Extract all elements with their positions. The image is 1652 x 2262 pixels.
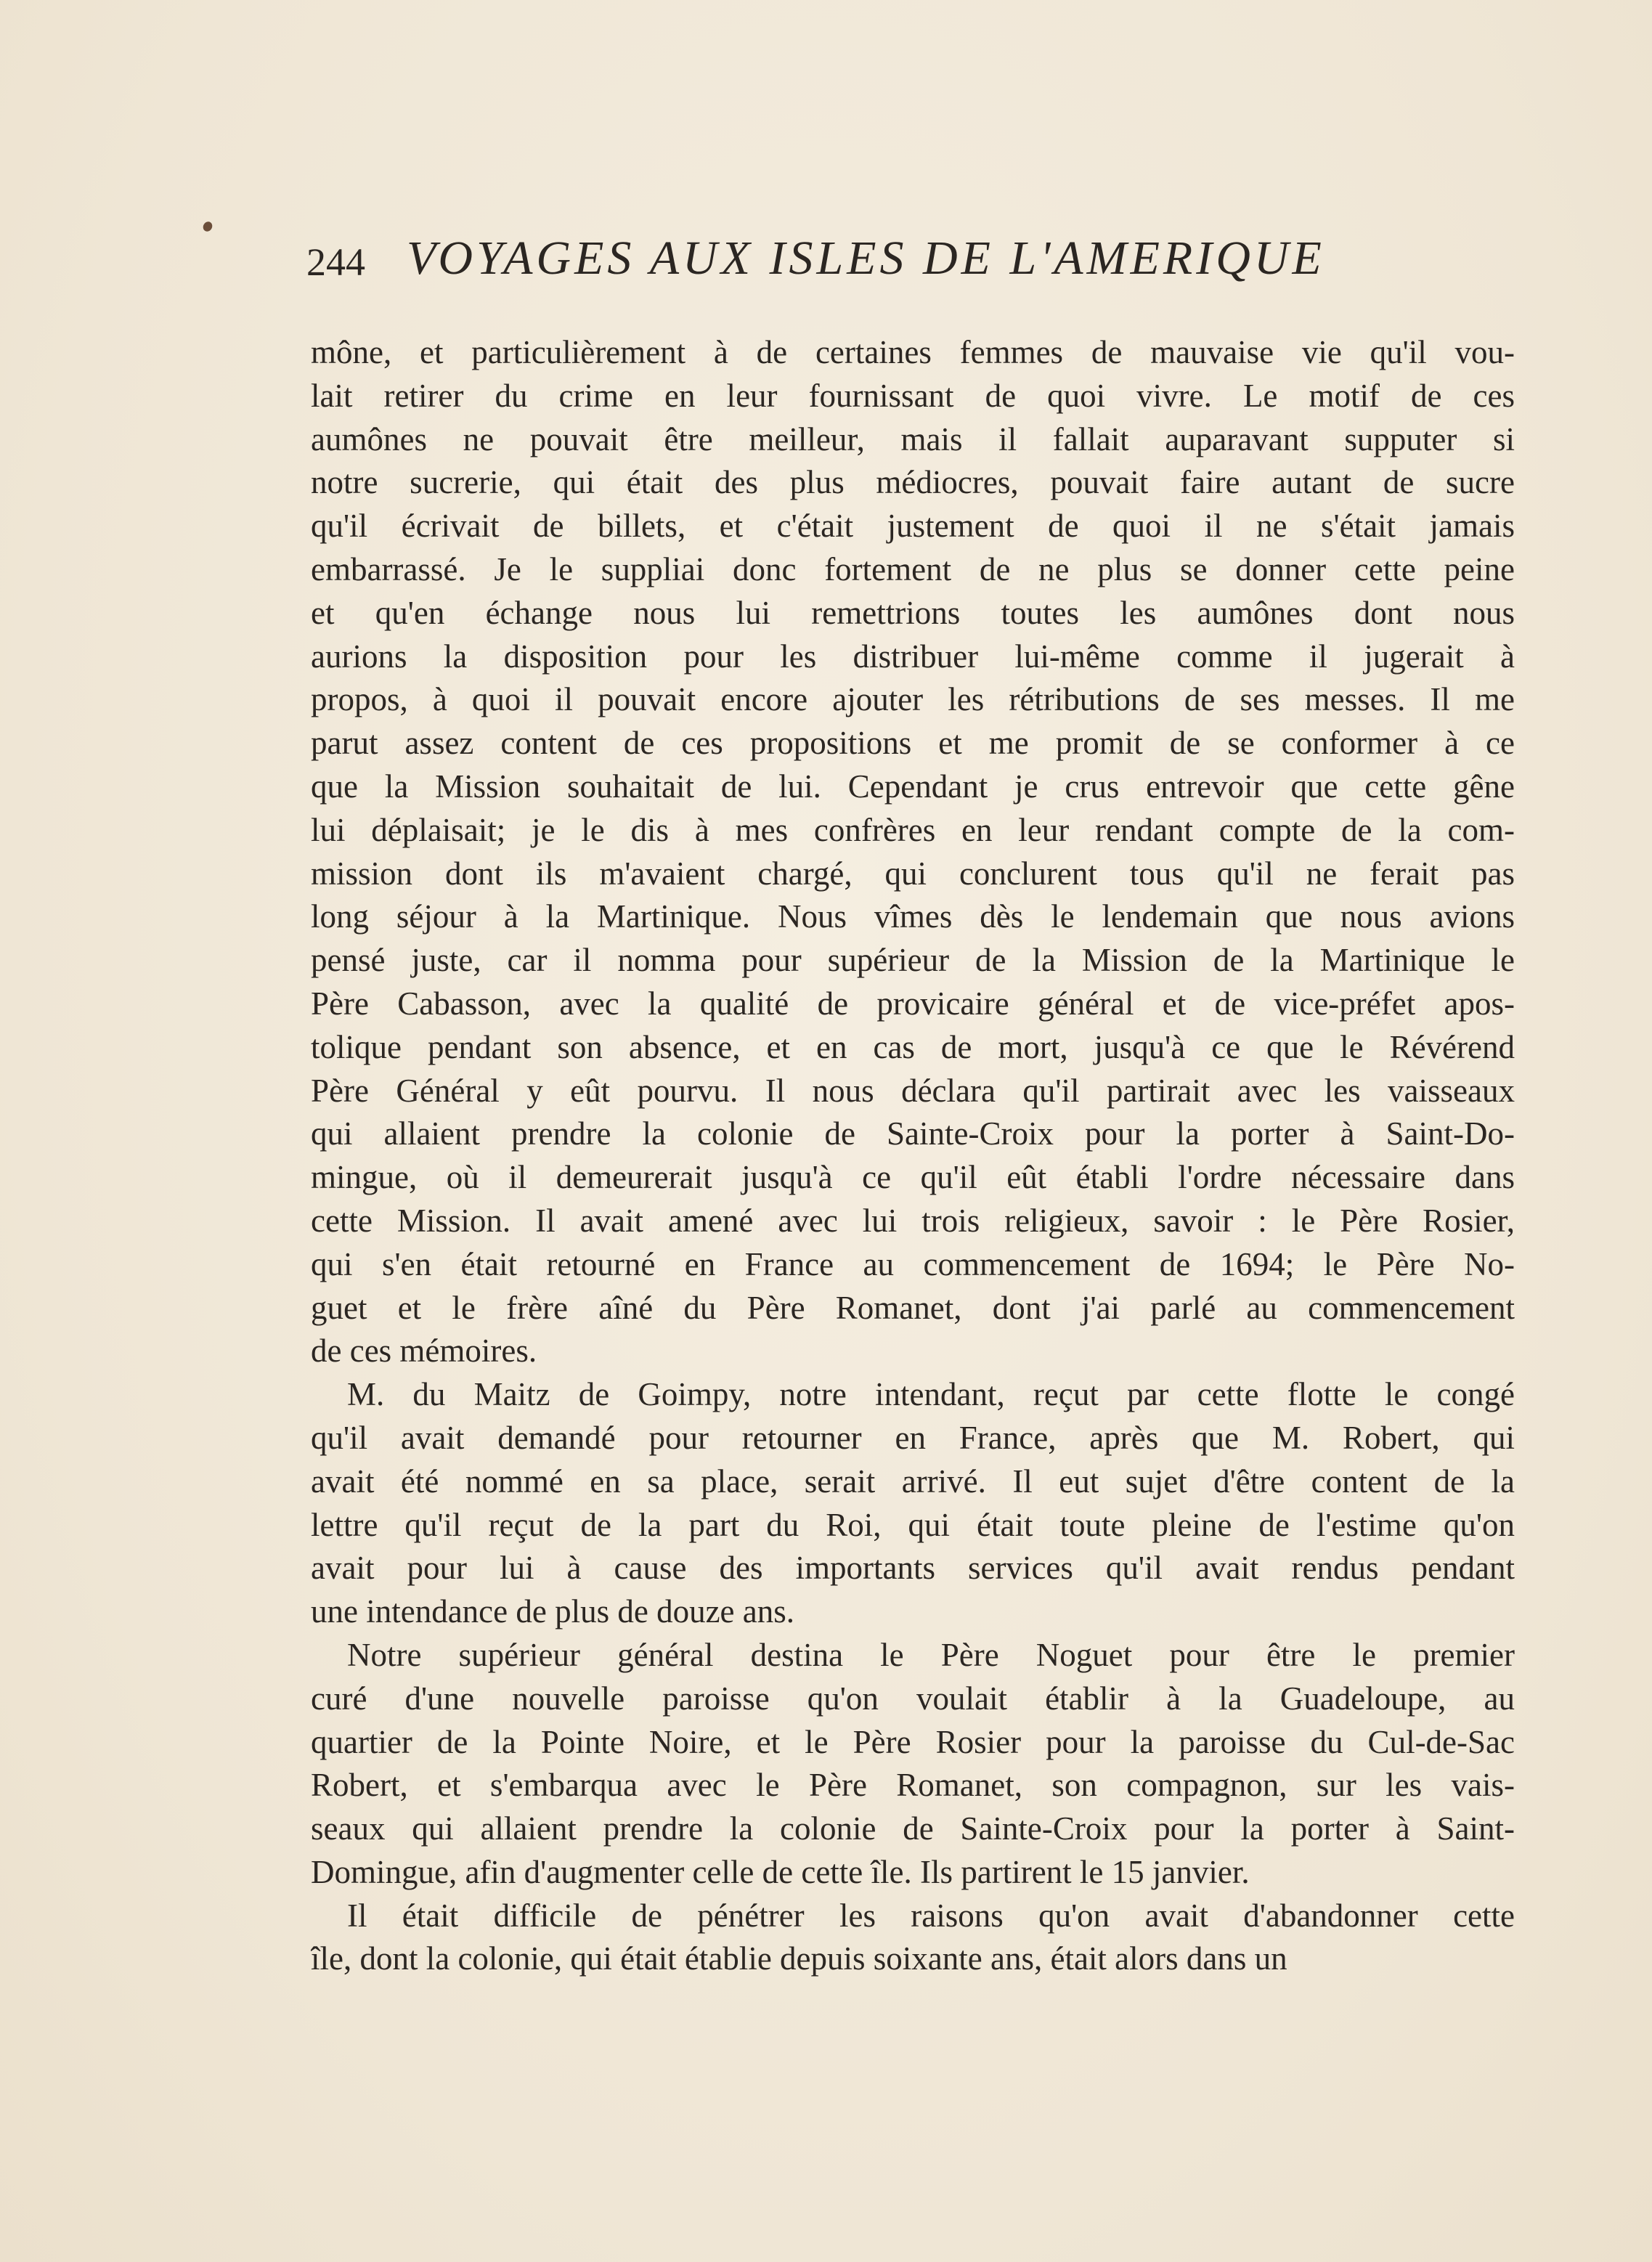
text-line: de ces mémoires. [311,1333,537,1370]
text-line: mingue, où il demeurerait jusqu'à ce qu'il eût établi l'ordre nécessaire dans [311,1159,1515,1196]
text-line: île, dont la colonie, qui était établie depuis soixante ans, était alors dans un [311,1940,1287,1977]
text-line: propos, à quoi il pouvait encore ajouter les rétributions de ses messes. Il me [311,681,1515,718]
text-line: lettre qu'il reçut de la part du Roi, qui était toute pleine de l'estime qu'on [311,1506,1515,1543]
body-text [311,331,1515,1981]
text-line: seaux qui allaient prendre la colonie de Sainte-Croix pour la porter à Saint- [311,1810,1515,1847]
text-line: lait retirer du crime en leur fournissant de quoi vivre. Le motif de ces [311,377,1515,414]
ink-spot [201,220,213,233]
text-line: qui allaient prendre la colonie de Sainte-Croix pour la porter à Saint-Do- [311,1115,1515,1152]
text-line: Robert, et s'embarqua avec le Père Romanet, son compagnon, sur les vais- [311,1767,1515,1804]
text-line: aurions la disposition pour les distribuer lui-même comme il jugerait à [311,638,1515,675]
text-line: embarrassé. Je le suppliai donc fortement de ne plus se donner cette peine [311,550,1515,587]
text-line: tolique pendant son absence, et en cas de mort, jusqu'à ce que le Révérend [311,1028,1515,1065]
text-line: Père Général y eût pourvu. Il nous déclara qu'il partirait avec les vaisseaux [311,1072,1515,1109]
text-line: M. du Maitz de Goimpy, notre intendant, reçut par cette flotte le congé [347,1376,1515,1413]
text-line: parut assez content de ces propositions et me promit de se conformer à ce [311,725,1515,762]
text-line: qui s'en était retourné en France au commencement de 1694; le Père No- [311,1245,1515,1282]
text-line: notre sucrerie, qui était des plus médiocres, pouvait faire autant de sucre [311,464,1515,501]
text-line: aumônes ne pouvait être meilleur, mais il fallait auparavant supputer si [311,420,1515,457]
text-line: avait été nommé en sa place, serait arrivé. Il eut sujet d'être content de la [311,1462,1515,1500]
text-line: mône, et particulièrement à de certaines femmes de mauvaise vie qu'il vou- [311,334,1515,370]
text-line: et qu'en échange nous lui remettrions toutes les aumônes dont nous [311,594,1515,631]
text-line: une intendance de plus de douze ans. [311,1593,795,1630]
text-line: avait pour lui à cause des importants services qu'il avait rendus pendant [311,1550,1515,1587]
text-line: que la Mission souhaitait de lui. Cependant je crus entrevoir que cette gêne [311,768,1515,805]
text-line: guet et le frère aîné du Père Romanet, dont j'ai parlé au commencement [311,1289,1515,1326]
text-line: Il était difficile de pénétrer les raisons qu'on avait d'abandonner cette [347,1897,1515,1934]
text-line: long séjour à la Martinique. Nous vîmes dès le lendemain que nous avions [311,898,1515,935]
page-number: 244 [306,240,365,284]
text-line: Domingue, afin d'augmenter celle de cette île. Ils partirent le 15 janvier. [311,1853,1250,1890]
text-line: qu'il écrivait de billets, et c'était justement de quoi il ne s'était jamais [311,508,1515,545]
text-line: mission dont ils m'avaient chargé, qui conclurent tous qu'il ne ferait pas [311,855,1515,892]
text-line: cette Mission. Il avait amené avec lui trois religieux, savoir : le Père Rosier, [311,1202,1515,1239]
text-line: curé d'une nouvelle paroisse qu'on voulait établir à la Guadeloupe, au [311,1680,1515,1717]
running-title: VOYAGES AUX ISLES DE L'AMERIQUE [407,232,1325,285]
text-line: Père Cabasson, avec la qualité de provicaire général et de vice-préfet apos- [311,985,1515,1022]
text-line: qu'il avait demandé pour retourner en France, après que M. Robert, qui [311,1419,1515,1456]
text-line: lui déplaisait; je le dis à mes confrères en leur rendant compte de la com- [311,811,1515,848]
page-header [306,231,1425,289]
text-line: quartier de la Pointe Noire, et le Père Rosier pour la paroisse du Cul-de-Sac [311,1723,1515,1760]
text-line: Notre supérieur général destina le Père Noguet pour être le premier [347,1636,1515,1673]
text-line: pensé juste, car il nomma pour supérieur de la Mission de la Martinique le [311,942,1515,979]
